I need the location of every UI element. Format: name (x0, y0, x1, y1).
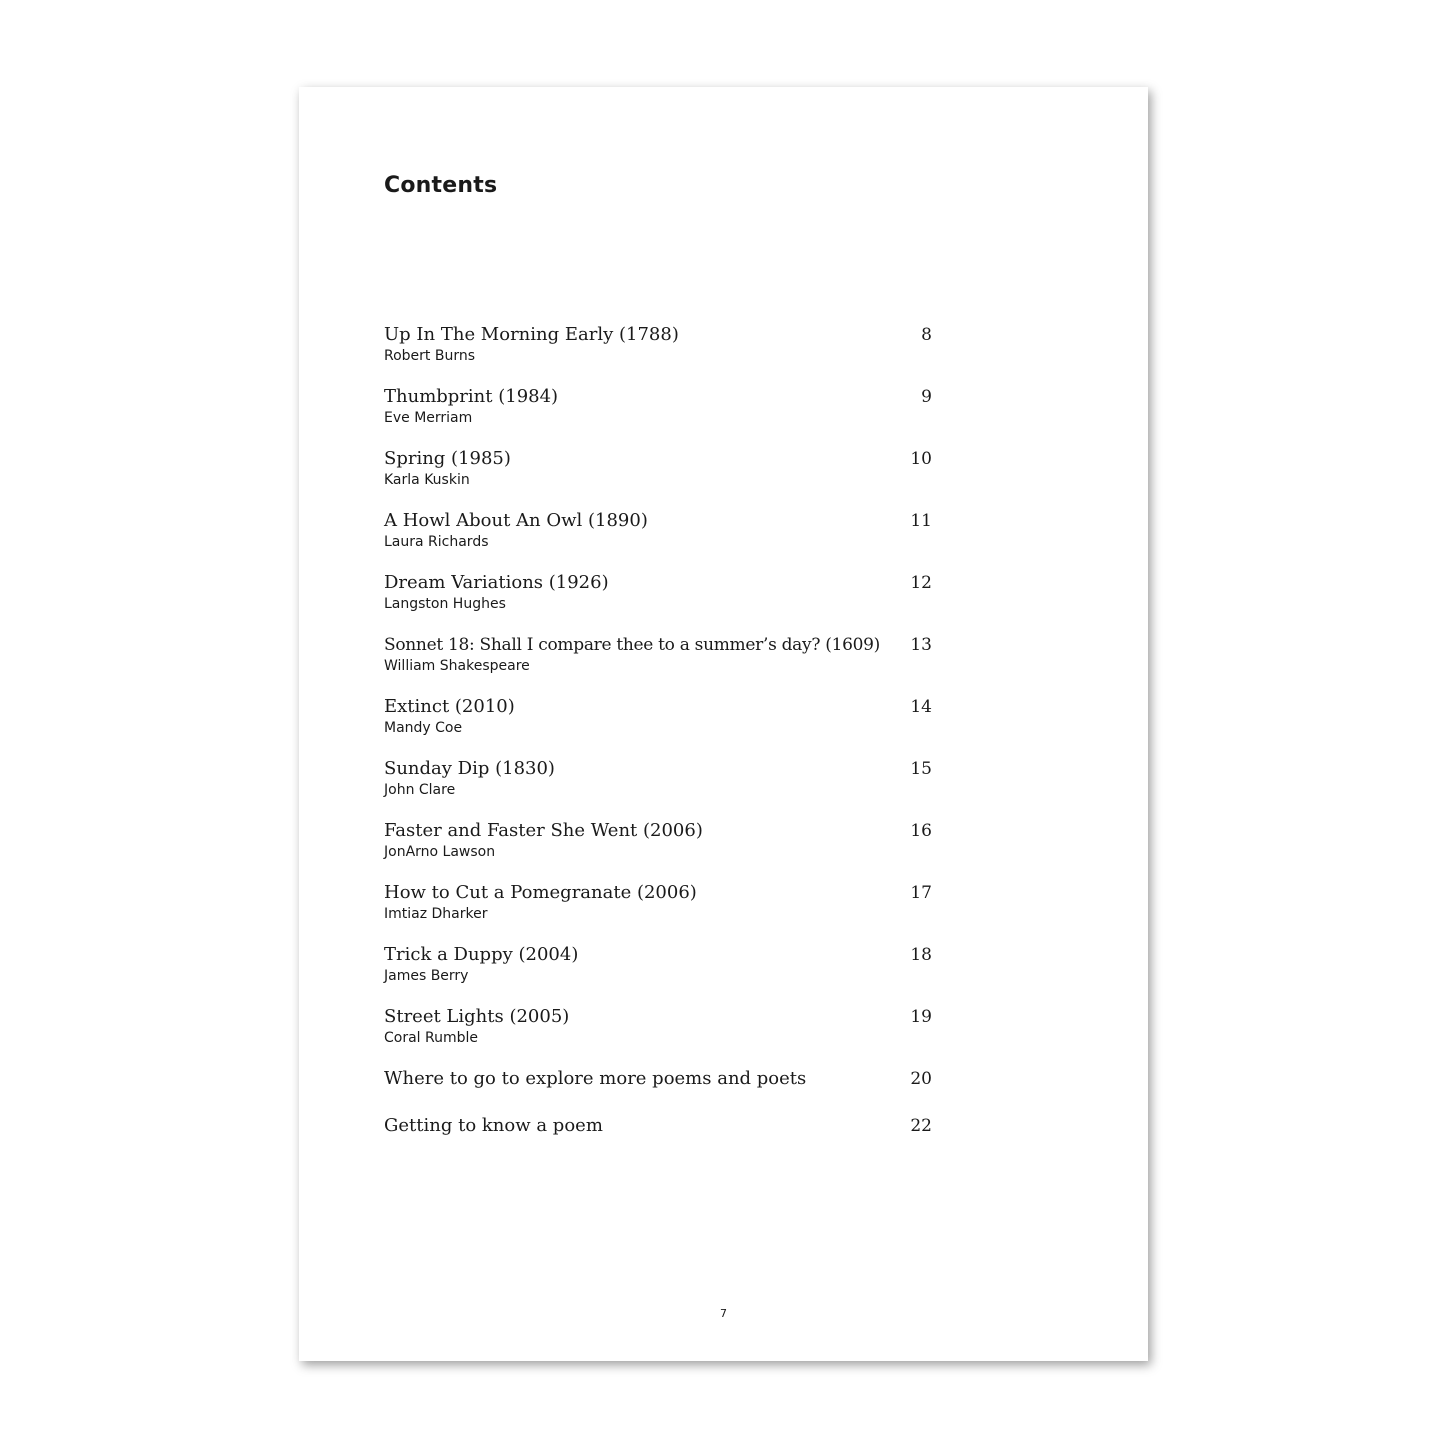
toc-entry (384, 323, 932, 365)
page-number: 10 (910, 449, 932, 469)
page-number: 14 (910, 697, 932, 717)
page-number: 18 (910, 945, 932, 965)
section-title: Where to go to explore more poems and poets (384, 1068, 807, 1089)
page-number: 15 (910, 759, 932, 779)
poem-title: Sonnet 18: Shall I compare thee to a summer’s day? (1609) (384, 635, 880, 655)
toc-entry (384, 509, 932, 551)
poet-name: Eve Merriam (384, 410, 473, 426)
toc-entry (384, 819, 932, 861)
poet-name: Imtiaz Dharker (384, 906, 488, 922)
toc-entry (384, 1114, 932, 1138)
poem-title: Spring (1985) (384, 448, 511, 469)
toc-entry (384, 633, 932, 675)
poet-name: Karla Kuskin (384, 472, 470, 488)
poet-name: Laura Richards (384, 534, 489, 550)
poet-name: William Shakespeare (384, 658, 530, 674)
toc-entry (384, 881, 932, 923)
page-number: 17 (910, 883, 932, 903)
page-number: 11 (910, 511, 932, 531)
toc-entry (384, 447, 932, 489)
toc-entry (384, 1067, 932, 1091)
page-number: 8 (921, 325, 932, 345)
page-number: 22 (910, 1116, 932, 1136)
poet-name: John Clare (384, 782, 456, 798)
poet-name: Langston Hughes (384, 596, 506, 612)
poet-name: JonArno Lawson (384, 844, 496, 860)
toc-entry (384, 385, 932, 427)
poem-title: How to Cut a Pomegranate (2006) (384, 882, 697, 903)
poet-name: Robert Burns (384, 348, 476, 364)
toc-entry (384, 1005, 932, 1047)
contents-heading: Contents (384, 173, 498, 198)
poem-title: Sunday Dip (1830) (384, 758, 555, 779)
page-number: 20 (910, 1069, 932, 1089)
poem-title: Thumbprint (1984) (384, 386, 559, 407)
page-number: 19 (910, 1007, 932, 1027)
poem-title: Trick a Duppy (2004) (384, 944, 579, 965)
page-number: 9 (921, 387, 932, 407)
section-title: Getting to know a poem (384, 1115, 603, 1136)
poem-title: Dream Variations (1926) (384, 572, 609, 593)
folio-page-number: 7 (720, 1307, 727, 1320)
poet-name: James Berry (384, 968, 469, 984)
page-number: 16 (910, 821, 932, 841)
poem-title: Street Lights (2005) (384, 1006, 570, 1027)
toc-entry (384, 943, 932, 985)
toc-entry (384, 757, 932, 799)
poem-title: Up In The Morning Early (1788) (384, 324, 679, 345)
document-page (299, 87, 1148, 1361)
poet-name: Mandy Coe (384, 720, 463, 736)
poem-title: Faster and Faster She Went (2006) (384, 820, 703, 841)
toc-entry (384, 571, 932, 613)
page-number: 13 (910, 635, 932, 655)
poet-name: Coral Rumble (384, 1030, 479, 1046)
page-number: 12 (910, 573, 932, 593)
poem-title: Extinct (2010) (384, 696, 515, 717)
toc-entry (384, 695, 932, 737)
poem-title: A Howl About An Owl (1890) (384, 510, 648, 531)
